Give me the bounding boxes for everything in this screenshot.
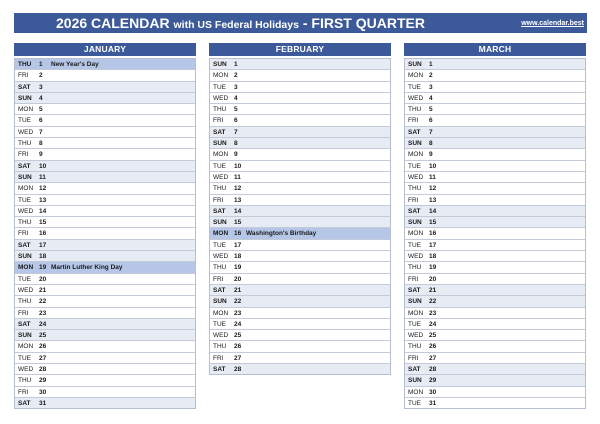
weekday-label: FRI <box>18 309 29 317</box>
weekday-label: SAT <box>18 399 31 407</box>
day-number: 31 <box>429 399 437 407</box>
weekday-label: FRI <box>408 275 419 283</box>
weekday-label: WED <box>213 94 229 102</box>
day-row <box>15 273 195 284</box>
weekday-label: SAT <box>408 207 421 215</box>
month-header: JANUARY <box>14 43 196 56</box>
day-row <box>210 137 390 148</box>
weekday-label: SAT <box>18 83 31 91</box>
day-number: 2 <box>234 72 238 80</box>
day-number: 16 <box>39 230 47 238</box>
holiday-name: Martin Luther King Day <box>51 264 123 272</box>
day-number: 5 <box>429 106 433 114</box>
day-number: 9 <box>39 151 43 159</box>
day-row <box>15 318 195 329</box>
day-number: 5 <box>234 106 238 114</box>
day-row <box>210 114 390 125</box>
day-number: 26 <box>39 343 47 351</box>
day-number: 25 <box>234 332 242 340</box>
weekday-label: SUN <box>408 298 422 306</box>
day-row <box>15 92 195 103</box>
day-row <box>15 386 195 397</box>
day-number: 1 <box>234 61 238 68</box>
weekday-label: THU <box>18 219 32 227</box>
day-number: 11 <box>429 173 436 181</box>
weekday-label: THU <box>408 264 422 272</box>
weekday-label: SUN <box>18 332 32 340</box>
weekday-label: MON <box>213 151 229 159</box>
day-list <box>14 58 196 409</box>
day-number: 21 <box>234 286 242 294</box>
weekday-label: WED <box>213 332 229 340</box>
day-number: 28 <box>39 366 47 374</box>
day-row <box>210 103 390 114</box>
day-row <box>210 160 390 171</box>
weekday-label: MON <box>408 230 424 238</box>
day-row <box>405 148 585 159</box>
weekday-label: TUE <box>408 162 421 170</box>
holiday-name: New Year's Day <box>51 61 99 68</box>
holiday-row <box>15 58 195 69</box>
day-number: 18 <box>39 253 47 261</box>
weekday-label: TUE <box>408 241 421 249</box>
weekday-label: MON <box>213 72 229 80</box>
title-subtitle: with US Federal Holidays <box>173 19 299 31</box>
weekday-label: SUN <box>213 219 227 227</box>
day-number: 10 <box>39 162 47 170</box>
day-number: 7 <box>39 128 43 136</box>
day-row <box>15 160 195 171</box>
day-row <box>405 81 585 92</box>
day-row <box>210 182 390 193</box>
day-number: 26 <box>234 343 242 351</box>
day-number: 10 <box>234 162 242 170</box>
day-number: 25 <box>429 332 437 340</box>
day-row <box>405 284 585 295</box>
day-row <box>405 307 585 318</box>
day-number: 6 <box>429 117 433 125</box>
month-header: FEBRUARY <box>209 43 391 56</box>
day-number: 20 <box>429 275 437 283</box>
title-main: 2026 CALENDAR <box>56 15 170 31</box>
page-header <box>14 13 587 33</box>
day-number: 24 <box>234 320 242 328</box>
day-row <box>405 137 585 148</box>
day-row <box>210 273 390 284</box>
weekday-label: THU <box>213 264 227 272</box>
day-number: 30 <box>39 388 47 396</box>
day-number: 14 <box>429 207 437 215</box>
day-number: 8 <box>429 140 433 148</box>
day-row <box>405 363 585 374</box>
day-row <box>405 352 585 363</box>
day-row <box>15 227 195 238</box>
day-number: 2 <box>429 72 433 80</box>
weekday-label: SAT <box>213 207 226 215</box>
weekday-label: SAT <box>213 366 226 374</box>
day-row <box>210 126 390 137</box>
day-row <box>405 69 585 80</box>
weekday-label: SUN <box>408 140 422 148</box>
weekday-label: WED <box>408 173 424 181</box>
day-row <box>210 307 390 318</box>
weekday-label: SUN <box>408 61 422 68</box>
weekday-label: WED <box>18 207 34 215</box>
weekday-label: FRI <box>408 117 419 125</box>
day-number: 18 <box>429 253 437 261</box>
weekday-label: MON <box>18 264 34 272</box>
day-number: 23 <box>234 309 242 317</box>
day-row <box>405 397 585 408</box>
day-row <box>15 397 195 408</box>
weekday-label: SUN <box>18 253 32 261</box>
day-number: 26 <box>429 343 437 351</box>
day-row <box>210 352 390 363</box>
day-number: 12 <box>234 185 242 193</box>
day-row <box>405 250 585 261</box>
holiday-name: Washington's Birthday <box>246 230 317 238</box>
month-march <box>404 43 586 409</box>
website-link[interactable]: www.calendar.best <box>521 20 584 27</box>
weekday-label: SAT <box>18 320 31 328</box>
weekday-label: TUE <box>18 354 31 362</box>
day-row <box>15 126 195 137</box>
weekday-label: TUE <box>18 275 31 283</box>
weekday-label: MON <box>18 185 34 193</box>
holiday-row <box>210 227 390 238</box>
day-row <box>15 171 195 182</box>
month-january <box>14 43 196 409</box>
day-number: 4 <box>234 94 238 102</box>
day-number: 19 <box>429 264 437 272</box>
title-quarter: FIRST QUARTER <box>311 15 425 31</box>
month-header: MARCH <box>404 43 586 56</box>
day-row <box>210 363 390 374</box>
day-row <box>210 69 390 80</box>
day-row <box>405 194 585 205</box>
day-row <box>405 295 585 306</box>
day-number: 15 <box>429 219 437 227</box>
day-row <box>15 81 195 92</box>
day-number: 20 <box>39 275 47 283</box>
weekday-label: FRI <box>408 196 419 204</box>
weekday-label: TUE <box>213 162 226 170</box>
day-number: 19 <box>39 264 47 272</box>
day-number: 6 <box>234 117 238 125</box>
day-number: 3 <box>234 83 238 91</box>
weekday-label: THU <box>18 61 32 68</box>
weekday-label: TUE <box>408 320 421 328</box>
day-row <box>210 295 390 306</box>
title-separator: - <box>298 15 312 31</box>
day-number: 21 <box>429 286 437 294</box>
weekday-label: WED <box>18 286 34 294</box>
weekday-label: SAT <box>213 128 226 136</box>
day-number: 13 <box>234 196 242 204</box>
weekday-label: MON <box>18 343 34 351</box>
day-row <box>15 340 195 351</box>
day-number: 24 <box>429 320 437 328</box>
weekday-label: THU <box>408 185 422 193</box>
weekday-label: THU <box>213 343 227 351</box>
day-row <box>15 307 195 318</box>
day-number: 28 <box>234 366 242 374</box>
day-number: 5 <box>39 106 43 114</box>
weekday-label: MON <box>213 309 229 317</box>
weekday-label: FRI <box>213 354 224 362</box>
page-title <box>56 14 425 32</box>
day-number: 16 <box>429 230 437 238</box>
day-number: 28 <box>429 366 437 374</box>
day-row <box>15 374 195 385</box>
day-row <box>405 340 585 351</box>
weekday-label: MON <box>408 309 424 317</box>
day-number: 15 <box>39 219 47 227</box>
weekday-label: MON <box>408 72 424 80</box>
weekday-label: MON <box>408 151 424 159</box>
weekday-label: SAT <box>408 366 421 374</box>
day-row <box>405 182 585 193</box>
day-number: 13 <box>39 196 47 204</box>
weekday-label: FRI <box>18 230 29 238</box>
day-row <box>405 160 585 171</box>
day-number: 21 <box>39 286 47 294</box>
day-row <box>210 216 390 227</box>
weekday-label: THU <box>18 140 32 148</box>
day-number: 13 <box>429 196 437 204</box>
weekday-label: SUN <box>213 298 227 306</box>
day-number: 9 <box>429 151 433 159</box>
day-number: 4 <box>39 94 43 102</box>
day-number: 27 <box>429 354 437 362</box>
day-number: 17 <box>39 241 47 249</box>
weekday-label: THU <box>213 106 227 114</box>
day-row <box>210 58 390 69</box>
day-row <box>210 205 390 216</box>
weekday-label: FRI <box>18 388 29 396</box>
weekday-label: WED <box>408 94 424 102</box>
day-number: 7 <box>234 128 238 136</box>
weekday-label: SAT <box>408 286 421 294</box>
day-number: 15 <box>234 219 242 227</box>
day-number: 1 <box>39 61 43 68</box>
day-row <box>405 205 585 216</box>
weekday-label: TUE <box>18 117 31 125</box>
day-row <box>210 92 390 103</box>
day-number: 25 <box>39 332 47 340</box>
day-row <box>210 239 390 250</box>
weekday-label: THU <box>18 377 32 385</box>
day-number: 14 <box>234 207 242 215</box>
day-number: 4 <box>429 94 433 102</box>
day-number: 22 <box>234 298 242 306</box>
day-number: 31 <box>39 399 47 407</box>
day-row <box>15 284 195 295</box>
weekday-label: TUE <box>408 399 421 407</box>
day-number: 3 <box>429 83 433 91</box>
day-row <box>405 58 585 69</box>
day-number: 2 <box>39 72 43 80</box>
day-row <box>210 284 390 295</box>
day-number: 22 <box>429 298 437 306</box>
weekday-label: SUN <box>213 140 227 148</box>
day-number: 12 <box>429 185 437 193</box>
day-row <box>15 329 195 340</box>
day-number: 11 <box>39 173 46 181</box>
weekday-label: SUN <box>408 219 422 227</box>
weekday-label: WED <box>408 253 424 261</box>
day-list <box>209 58 391 375</box>
day-row <box>210 81 390 92</box>
month-february <box>209 43 391 375</box>
day-row <box>15 182 195 193</box>
weekday-label: MON <box>213 230 229 238</box>
weekday-label: SUN <box>18 173 32 181</box>
day-number: 1 <box>429 61 433 68</box>
day-row <box>15 194 195 205</box>
weekday-label: SAT <box>213 286 226 294</box>
day-number: 23 <box>39 309 47 317</box>
day-row <box>15 239 195 250</box>
weekday-label: FRI <box>18 72 29 80</box>
day-number: 17 <box>234 241 242 249</box>
weekday-label: THU <box>213 185 227 193</box>
day-list <box>404 58 586 409</box>
day-row <box>405 386 585 397</box>
weekday-label: SUN <box>18 94 32 102</box>
weekday-label: SAT <box>18 162 31 170</box>
weekday-label: WED <box>18 366 34 374</box>
day-number: 14 <box>39 207 47 215</box>
day-number: 17 <box>429 241 437 249</box>
day-number: 27 <box>39 354 47 362</box>
day-number: 30 <box>429 388 437 396</box>
day-row <box>210 329 390 340</box>
day-number: 7 <box>429 128 433 136</box>
day-row <box>210 318 390 329</box>
day-row <box>405 273 585 284</box>
day-row <box>210 194 390 205</box>
day-row <box>405 171 585 182</box>
day-number: 29 <box>39 377 47 385</box>
weekday-label: MON <box>408 388 424 396</box>
day-row <box>15 148 195 159</box>
day-row <box>405 261 585 272</box>
day-row <box>15 205 195 216</box>
day-number: 19 <box>234 264 242 272</box>
day-number: 8 <box>234 140 238 148</box>
weekday-label: SAT <box>18 241 31 249</box>
weekday-label: WED <box>18 128 34 136</box>
day-number: 9 <box>234 151 238 159</box>
day-row <box>405 227 585 238</box>
day-number: 16 <box>234 230 242 238</box>
day-number: 18 <box>234 253 242 261</box>
day-row <box>405 92 585 103</box>
day-number: 12 <box>39 185 47 193</box>
weekday-label: FRI <box>213 117 224 125</box>
day-row <box>405 318 585 329</box>
day-row <box>15 295 195 306</box>
day-row <box>405 329 585 340</box>
day-number: 11 <box>234 173 241 181</box>
weekday-label: WED <box>213 253 229 261</box>
weekday-label: MON <box>18 106 34 114</box>
weekday-label: TUE <box>213 83 226 91</box>
day-row <box>405 114 585 125</box>
weekday-label: TUE <box>18 196 31 204</box>
weekday-label: TUE <box>408 83 421 91</box>
weekday-label: FRI <box>213 196 224 204</box>
weekday-label: WED <box>408 332 424 340</box>
day-number: 3 <box>39 83 43 91</box>
day-number: 6 <box>39 117 43 125</box>
weekday-label: THU <box>408 106 422 114</box>
day-number: 27 <box>234 354 242 362</box>
holiday-row <box>15 261 195 272</box>
day-row <box>210 250 390 261</box>
weekday-label: SAT <box>408 128 421 136</box>
day-row <box>15 216 195 227</box>
day-row <box>210 171 390 182</box>
weekday-label: FRI <box>408 354 419 362</box>
day-row <box>405 103 585 114</box>
day-number: 10 <box>429 162 437 170</box>
day-number: 29 <box>429 377 437 385</box>
day-row <box>405 126 585 137</box>
weekday-label: TUE <box>213 320 226 328</box>
day-number: 20 <box>234 275 242 283</box>
day-row <box>15 363 195 374</box>
day-row <box>15 114 195 125</box>
weekday-label: SUN <box>408 377 422 385</box>
weekday-label: WED <box>213 173 229 181</box>
weekday-label: FRI <box>18 151 29 159</box>
day-row <box>15 352 195 363</box>
day-row <box>15 250 195 261</box>
weekday-label: TUE <box>213 241 226 249</box>
day-number: 8 <box>39 140 43 148</box>
day-number: 24 <box>39 320 47 328</box>
day-row <box>15 103 195 114</box>
weekday-label: FRI <box>213 275 224 283</box>
day-row <box>15 137 195 148</box>
day-row <box>405 239 585 250</box>
weekday-label: SUN <box>213 61 227 68</box>
day-row <box>405 374 585 385</box>
day-row <box>210 148 390 159</box>
day-row <box>210 340 390 351</box>
day-row <box>210 261 390 272</box>
day-number: 22 <box>39 298 47 306</box>
day-number: 23 <box>429 309 437 317</box>
weekday-label: THU <box>408 343 422 351</box>
day-row <box>405 216 585 227</box>
weekday-label: THU <box>18 298 32 306</box>
day-row <box>15 69 195 80</box>
